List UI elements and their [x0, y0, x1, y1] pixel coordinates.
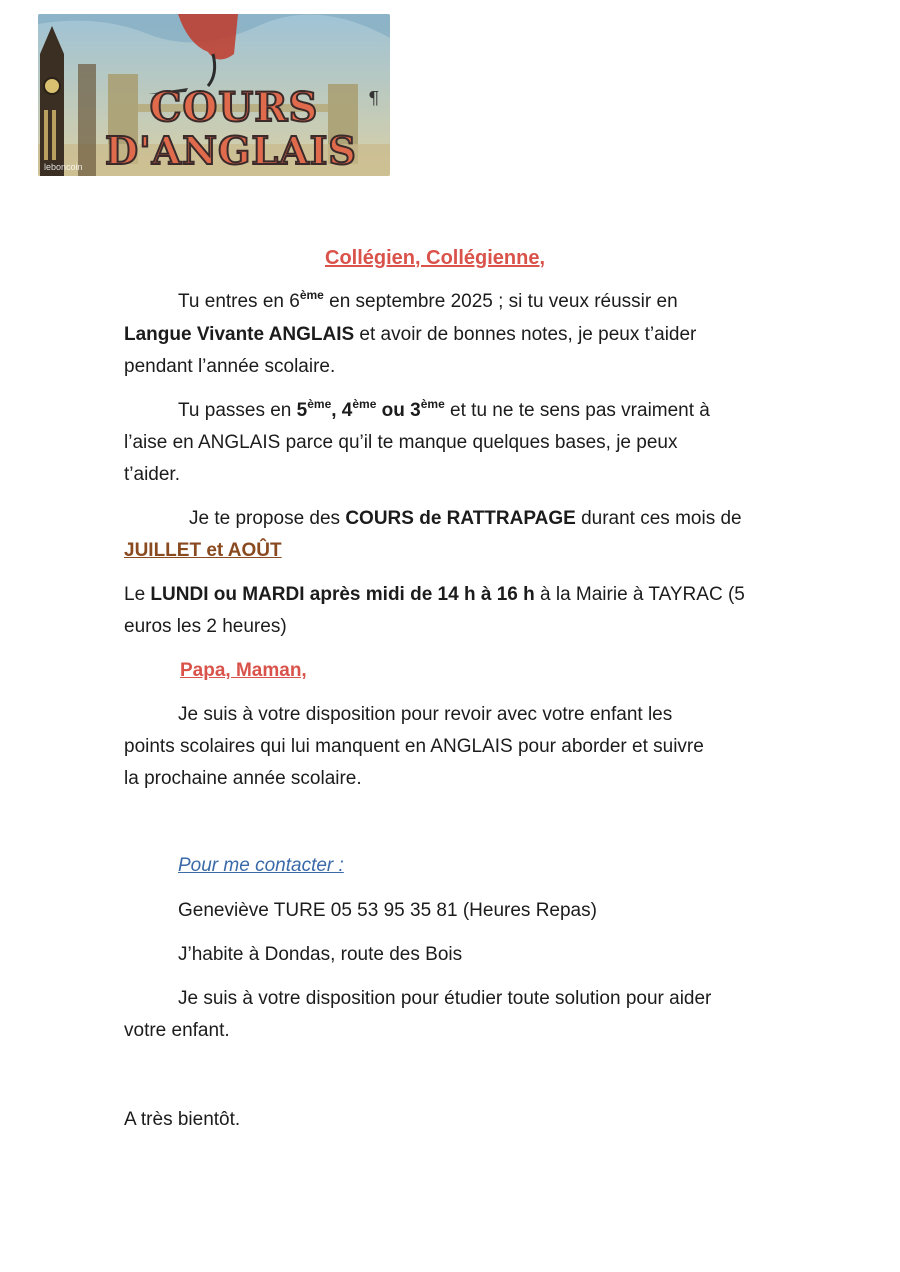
text: Tu entres en 6: [178, 291, 300, 312]
paragraph-5-line-1: Je suis à votre disposition pour revoir avec votre enfant les: [178, 704, 673, 725]
text: Je te propose des: [189, 508, 346, 529]
superscript: ème: [352, 397, 377, 411]
text: Le: [124, 584, 151, 605]
banner-watermark: leboncoin: [44, 162, 83, 172]
contact-heading: Pour me contacter :: [178, 855, 344, 876]
banner-image: [38, 14, 390, 176]
paragraph-2-line-1: [178, 395, 710, 426]
contact-address: J’habite à Dondas, route des Bois: [178, 944, 463, 965]
paragraph-4-line-1: [124, 579, 745, 610]
paragraph-3-line-1: [189, 503, 742, 534]
paragraph-1-line-3: pendant l’année scolaire.: [124, 356, 336, 377]
bold-text: ou 3: [376, 400, 421, 421]
paragraph-2-line-2: l’aise en ANGLAIS parce qu’il te manque quelques bases, je peux: [124, 432, 678, 453]
text: en septembre 2025 ; si tu veux réussir en: [323, 291, 678, 312]
superscript: ème: [420, 397, 445, 411]
svg-text:¶: ¶: [368, 88, 380, 109]
superscript: ème: [307, 397, 332, 411]
paragraph-1-line-1: [178, 286, 678, 317]
text: durant ces mois de: [575, 508, 742, 529]
paragraph-2-line-3: t’aider.: [124, 464, 180, 485]
months-highlight: JUILLET et AOÛT: [124, 540, 282, 561]
paragraph-1-line-2: [124, 319, 696, 350]
contact-offer-line-1: Je suis à votre disposition pour étudier toute solution pour aider: [178, 988, 712, 1009]
bold-text: COURS de RATTRAPAGE: [345, 508, 576, 529]
bold-text: 5: [296, 400, 308, 421]
parents-heading: Papa, Maman,: [180, 660, 307, 681]
paragraph-5-line-2: points scolaires qui lui manquent en ANGLAIS pour aborder et suivre: [124, 736, 704, 757]
banner-title-line1: COURS: [149, 84, 319, 131]
closing-text: A très bientôt.: [124, 1109, 241, 1130]
bold-text: , 4: [331, 400, 353, 421]
text: Tu passes en: [178, 400, 297, 421]
banner-title-line2: D'ANGLAIS: [105, 128, 357, 173]
main-heading: Collégien, Collégienne,: [325, 247, 546, 269]
paragraph-4-line-2: euros les 2 heures): [124, 616, 287, 637]
contact-name-phone: Geneviève TURE 05 53 95 35 81 (Heures Repas): [178, 900, 597, 921]
text: à la Mairie à TAYRAC (5: [534, 584, 745, 605]
superscript: ème: [299, 288, 324, 302]
paragraph-5-line-3: la prochaine année scolaire.: [124, 768, 362, 789]
text: et avoir de bonnes notes, je peux t’aider: [354, 324, 697, 345]
text: et tu ne te sens pas vraiment à: [444, 400, 710, 421]
bold-text: LUNDI ou MARDI après midi de 14 h à 16 h: [150, 584, 535, 605]
contact-offer-line-2: votre enfant.: [124, 1020, 230, 1041]
bold-text: Langue Vivante ANGLAIS: [124, 324, 355, 345]
